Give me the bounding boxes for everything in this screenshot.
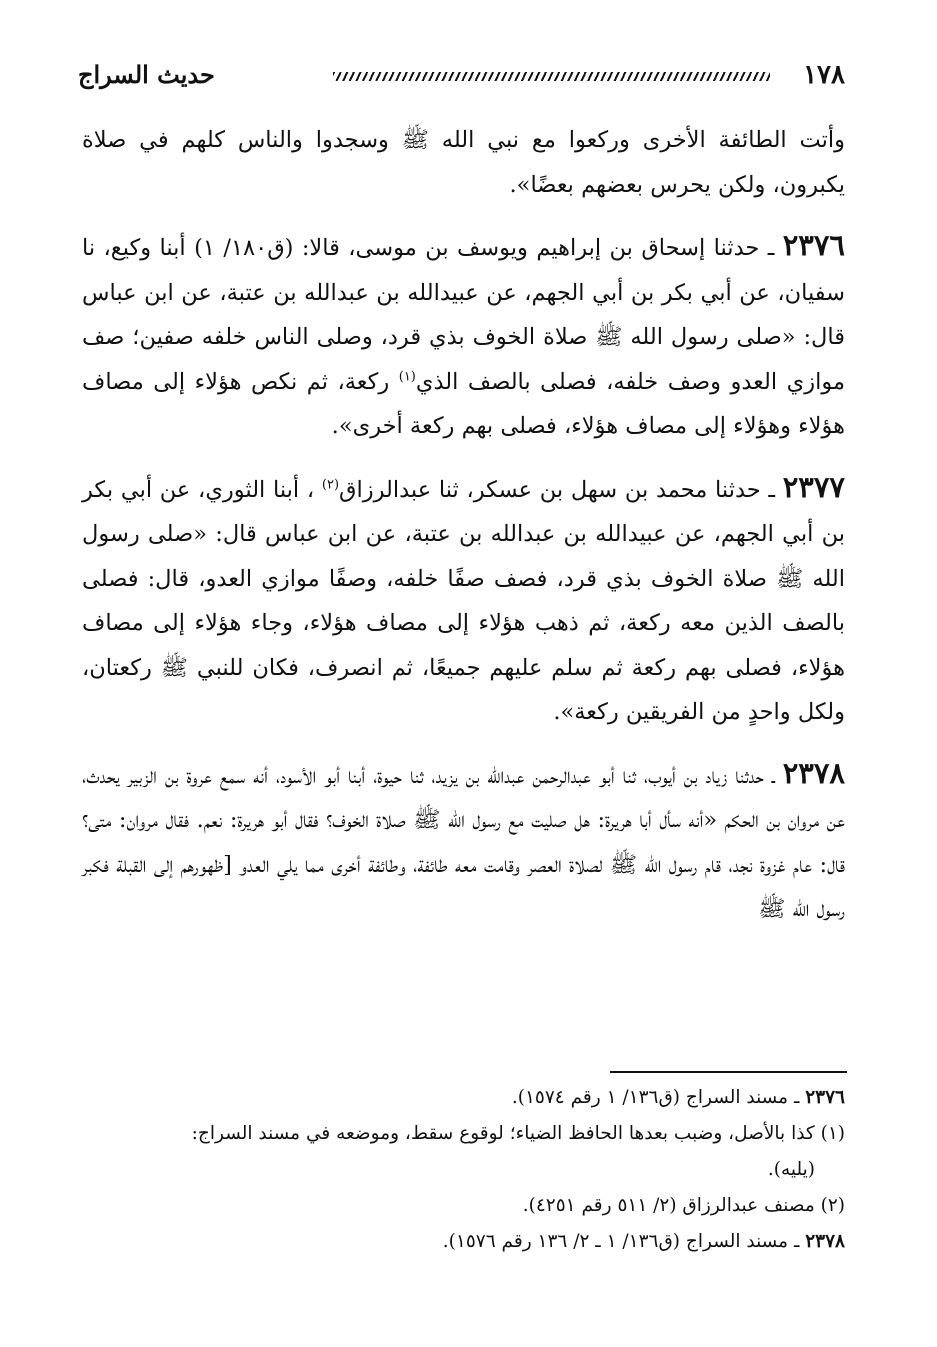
hadith-2378: [82, 751, 845, 932]
hadith-text-continued: ، أبنا الثوري، عن أبي بكر بن أبي الجهم، عن عبيدالله بن عبدالله بن عتبة، عن ابن عباس قال: «صلى رسول الله ﷺ صلاة الخوف بذي قرد، فصف صفًا خلفه، وصفًا موازي العدو، قال: فصلى بالصف الذين معه ركعة، ثم ذهب هؤلاء إلى مصاف هؤلاء، وجاء هؤلاء إلى مصاف هؤلاء، فصلى بهم ركعة ثم سلم عليهم جميعًا، ثم انصرف، فكان للنبي ﷺ ركعتان، ولكل واحدٍ من الفريقين ركعة».: [82, 476, 845, 725]
hadith-text: ـ حدثنا محمد بن سهل بن عسكر، ثنا عبدالرزاق: [339, 476, 783, 503]
header-decorative-rule: [333, 72, 770, 81]
footnote-text: ـ مسند السراج (ق١٣٦/ ١ رقم ١٥٧٤).: [511, 1087, 806, 1108]
hadith-text: ـ حدثنا زياد بن أيوب، ثنا أبو عبدالرحمن عبدالله بن يزيد، ثنا حيوة، أبنا أبو الأسود، أنه سمع عروة بن الزبير يحدث، عن مروان بن الحكم «أنه سأل أبا هريرة: هل صليت مع رسول الله ﷺ صلاة الخوف؟ فقال أبو هريرة: نعم. فقال مروان: متى؟ قال: عام غزوة نجد، قام رسول الله ﷺ لصلاة العصر وقامت معه طائفة، وطائفة أخرى مما يلي العدو [ظهورهم إلى القبلة فكبر رسول الله ﷺ: [82, 762, 845, 922]
footnote-lead: (٢): [820, 1195, 845, 1216]
footnote-ref-2: (٢): [321, 477, 340, 492]
footnote-lead: ٢٣٧٦: [805, 1087, 845, 1108]
footnote-text: مصنف عبدالرزاق (٢/ ٥١١ رقم ٤٢٥١).: [522, 1195, 821, 1216]
footnote-ref-1: (١): [398, 369, 416, 384]
footnote-source-2376: [82, 1080, 845, 1116]
paragraph-continuation: [82, 118, 845, 207]
paragraph-text: وأتت الطائفة الأخرى وركعوا مع نبي الله ﷺ وسجدوا والناس كلهم في صلاة يكبرون، ولكن يحرس بعضهم بعضًا».: [82, 127, 845, 198]
footnote-1: [82, 1116, 845, 1152]
hadith-2376: [82, 223, 845, 449]
footnote-lead: (١): [820, 1123, 845, 1144]
hadith-text: ـ حدثنا إسحاق بن إبراهيم ويوسف بن موسى، قالا: (ق١٨٠/ ١) أبنا وكيع، نا سفيان، عن أبي بكر بن أبي الجهم، عن عبيدالله بن عبدالله بن عتبة، عن ابن عباس قال: «صلى رسول الله ﷺ صلاة الخوف بذي قرد، وصلى الناس خلفه صفين؛ صف موازي العدو وصف خلفه، فصلى بالصف الذي: [82, 235, 845, 395]
footnotes: [82, 1080, 845, 1260]
hadith-text-continued: ركعة، ثم نكص هؤلاء إلى مصاف هؤلاء وهؤلاء إلى مصاف هؤلاء، فصلى بهم ركعة أخرى».: [82, 368, 845, 439]
footnote-2: [82, 1188, 845, 1224]
footnote-lead: ٢٣٧٨: [805, 1231, 845, 1252]
hadith-2377: [82, 465, 845, 735]
footnote-continuation: (يليه).: [767, 1159, 815, 1180]
footnote-1-continued: [82, 1152, 845, 1188]
footnote-text: كذا بالأصل، وضبب بعدها الحافظ الضياء؛ لوقوع سقط، وموضعه في مسند السراج:: [191, 1123, 821, 1144]
hadith-number: ٢٣٧٧: [782, 469, 846, 504]
hadith-number: ٢٣٧٨: [782, 755, 845, 790]
page-header: [78, 58, 845, 98]
hadith-number: ٢٣٧٦: [782, 228, 845, 262]
page-number: ١٧٨: [803, 60, 845, 90]
main-text: [82, 118, 845, 932]
footnote-source-2378: [82, 1224, 845, 1260]
footnote-separator: [610, 1071, 847, 1073]
footnote-text: ـ مسند السراج (ق١٣٦/ ١ ـ ٢/ ١٣٦ رقم ١٥٧٦).: [442, 1231, 806, 1252]
running-book-title: حديث السراج: [78, 60, 215, 89]
